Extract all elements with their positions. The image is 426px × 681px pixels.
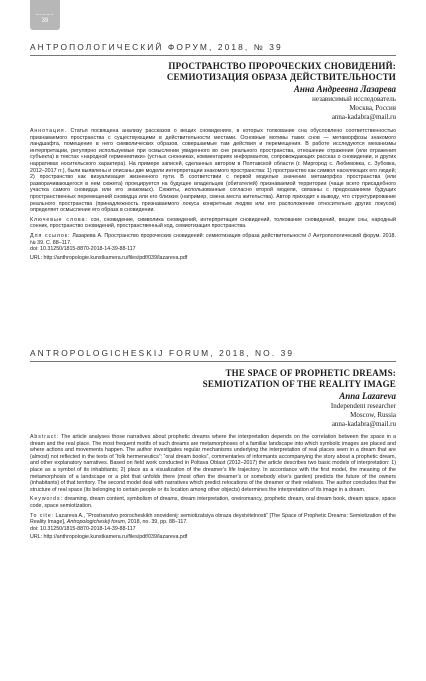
abstract-ru <box>30 128 396 214</box>
article-title-ru-line2: СЕМИОТИЗАЦИЯ ОБРАЗА ДЕЙСТВИТЕЛЬНОСТИ <box>166 72 396 82</box>
header-divider-en <box>30 361 396 362</box>
keywords-label-ru: Ключевые слова: <box>30 216 88 223</box>
article-title-en-line1: THE SPACE OF PROPHETIC DREAMS: <box>225 368 396 378</box>
author-city-en: Moscow, Russia <box>350 411 396 419</box>
citation-ru <box>30 233 396 246</box>
citation-journal-en: Antropologicheskij forum <box>66 519 125 526</box>
url-en[interactable]: URL: http://anthropologie.kunstkamera.ru/files/pdf/039/lazareva.pdf <box>30 534 188 541</box>
author-affiliation-ru: независимый исследователь <box>312 95 396 103</box>
abstract-label-en: Abstract: <box>30 434 60 440</box>
article-title-en-line2: SEMIOTIZATION OF THE REALITY IMAGE <box>202 379 396 389</box>
keywords-label-en: Keywords: <box>30 496 63 503</box>
abstract-label-ru: Аннотация. <box>30 128 67 134</box>
article-meta-ru <box>30 128 396 261</box>
doi-ru[interactable]: doi: 10.31250/1815-8870-2018-14-39-88-117 <box>30 246 136 253</box>
citation-label-en: To cite: <box>30 512 55 519</box>
abstract-text-ru: Статья посвящена анализу рассказов о вещих сновидениях, в которых толкование сна обусловлено соответственностью признаваемого пространства с существующими в действительности местами. Основные мотивы таких снов — метаморфозы знакомого ландшафта, помещение в него символических образов, совершаемые там действия и перемещения. В работе исследуются механизмы интерпретации, регулярно используемые при осмыслении увиденного во сне реального пространства, отношение отражения (или отражения субъекта) в текстах «народной герменевтики» (устных снонниках, комментариях информантов, сопровождающих рассказ о сновидении, и других нарративах носительского характера). На примере записей, сделанных автором в Полтавской области (г. Миргород с. Любимовка, с. Зубовка, 2012–2017 гг.), были выявлены и описаны две модели интерпретации знакомого пространства: 1) пространство как символ населяющих его людей; 2) пространство как визуализация жизненного пути. В соответствии с первой моделью значение метаморфоз пространства (или разворачивающегося в нем сюжета) проецируется на будущее владельцев (обитателей) признаваемой территории (чаще всего присадебного участка самого сновидца или его знакомых). Сюжеты, использованные согласно второй модели, связаны с предсказанием будущих пространственных перемещений сновидца или его близких (например, смена места жительства). Автор приходит к выводу, что структурирование реального пространства (принадлежность признаваемого локуса конкретным людям или его расположение относительно других локусов) определяет осмысление его образа в сновидении. <box>30 128 396 214</box>
page-number-tab <box>30 0 60 30</box>
article-title-ru-line1: ПРОСТРАНСТВО ПРОРОЧЕСКИХ СНОВИДЕНИЙ: <box>168 61 396 71</box>
citation-text-ru: Лазарева А. Пространство пророческих сновидений: семиотизация образа действительности // Антропологический форум. 2018. № 39. С. 88–117. <box>30 232 396 246</box>
keywords-ru <box>30 217 396 230</box>
citation-text-en-b: , 2018, no. 39, pp. 88–117. <box>124 519 188 526</box>
author-email-en: anna-kadabra@mail.ru <box>331 420 396 428</box>
author-affiliation-en: Independent researcher <box>330 402 396 410</box>
author-email-ru: anna-kadabra@mail.ru <box>331 113 396 121</box>
journal-header-ru: АНТРОПОЛОГИЧЕСКИЙ ФОРУМ, 2018, № 39 <box>30 42 283 52</box>
keywords-text-en: dreaming, dream content, symbolism of dreams, dream interpretation, oneiromancy, prophetic dream, oral dream book, dream space, space code, space semiotization. <box>30 496 396 509</box>
keywords-en <box>30 496 396 509</box>
article-meta-en <box>30 434 396 541</box>
page-number-ornament: ––––– <box>35 12 55 18</box>
page-number: 39 <box>41 18 49 24</box>
abstract-en <box>30 434 396 493</box>
doi-en[interactable]: doi: 10.31250/1815-8870-2018-14-39-88-117 <box>30 525 136 532</box>
abstract-text-en: The article analyses those narratives about prophetic dreams where the interpretation depends on the correlation between the space in a dream and the real place. The most frequent motifs of such dreams are metamorphoses of a familiar landscape into which symbolic images are placed and where actions and movements happen. The author investigates regular mechanisms underlying the interpretation of real places seen in a dream that are (almost) not reflected in the texts of “folk hermeneutics”: “oral dream books”, commentaries of informants accompanying the story about a prophetic dream, and other explanatory narratives. Based on field work conducted in Poltava Oblast (2012–2017) the article describes two basic models of interpretation: 1) place as a symbol of its inhabitants; 2) place as a visualization of the dreamer’s life trajectory. In accordance with the first model, the meaning of the metamorphosis of a landscape or a plot that unfolds there (most often the dreamer’s or somebody else’s garden) predicts the future of the owners (inhabitants) of that territory. The second model deal with narratives which predict relocations of the dreamer or their relatives. The author concludes that the structure of real space (its belonging to certain people or its location among other objects) determines the interpretation of its image in a dream. <box>30 434 396 493</box>
author-name-ru: Анна Андреевна Лазарева <box>293 84 396 94</box>
keywords-text-ru: сон, сновидение, символика сновидений, интерпретация сновидений, толкование сновидений, вещие сны, народный сонник, пространство сновидений, пространственный код, семиотизация пространства. <box>30 216 396 230</box>
author-city-ru: Москва, Россия <box>349 104 396 112</box>
citation-label-ru: Для ссылок: <box>30 232 71 239</box>
article-heading-en <box>30 368 396 429</box>
journal-header-en: ANTROPOLOGICHESKIJ FORUM, 2018, NO. 39 <box>30 348 295 358</box>
citation-en <box>30 513 396 526</box>
url-ru[interactable]: URL: http://anthropologie.kunstkamera.ru/files/pdf/039/lazareva.pdf <box>30 254 188 261</box>
header-divider-ru <box>30 55 396 56</box>
citation-text-en-a: Lazareva A., “Prostranstvo prorocheskikh snovidenij: semiotizatsiya obraza deystvitelnosti” [The Space of Prophetic Dreams: Semiotization of the Reality Image], <box>30 512 397 526</box>
article-heading-ru <box>30 61 396 122</box>
author-name-en: Anna Lazareva <box>339 391 396 401</box>
